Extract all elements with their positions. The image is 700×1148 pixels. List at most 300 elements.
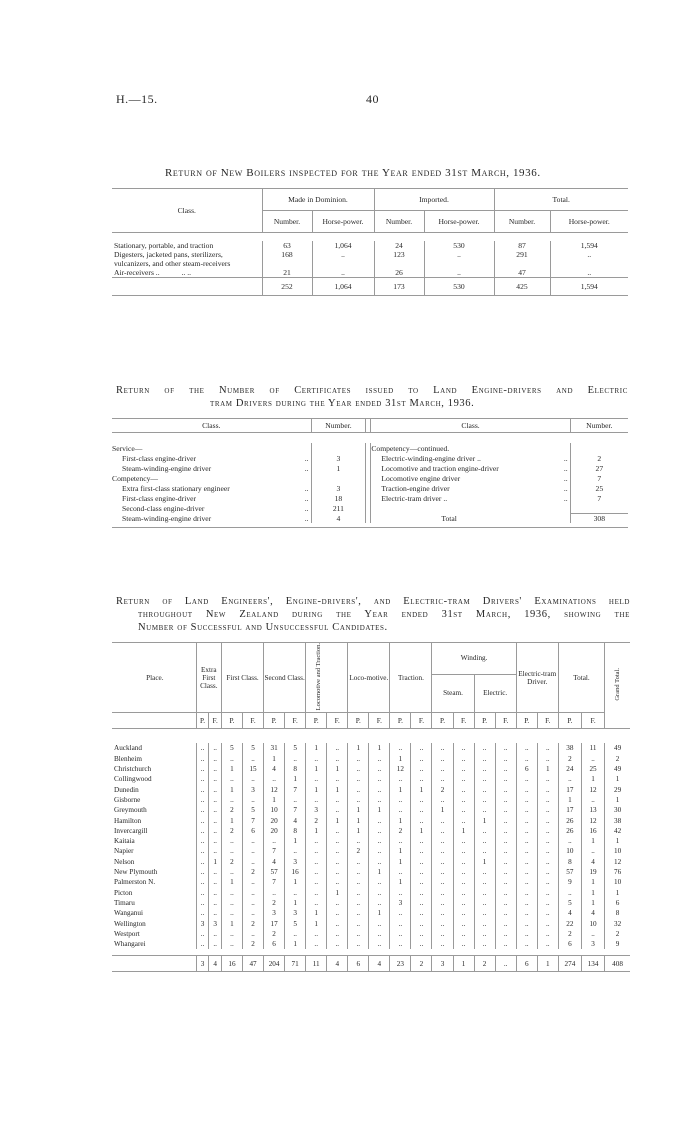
- cell: ..: [516, 795, 537, 805]
- cell: 2: [243, 867, 264, 877]
- cell: 6: [243, 826, 264, 836]
- cell: ..: [209, 805, 222, 815]
- cell: ..: [285, 846, 306, 856]
- cell: 2: [348, 846, 369, 856]
- cert-value: 211: [311, 503, 366, 513]
- cell: ..: [581, 754, 604, 764]
- table-row: [112, 764, 630, 774]
- cell: 12: [581, 815, 604, 825]
- cell: ..: [516, 743, 537, 753]
- cell: ..: [424, 250, 494, 268]
- cell: ..: [390, 836, 411, 846]
- cell: ..: [369, 754, 390, 764]
- cell: ..: [348, 754, 369, 764]
- cell: ..: [369, 774, 390, 784]
- cert-value: 7: [570, 473, 628, 483]
- cert-label: [112, 513, 311, 523]
- place-name: Picton: [114, 888, 133, 897]
- cell: 16: [285, 867, 306, 877]
- cell: ..: [327, 918, 348, 928]
- cell: ..: [474, 805, 495, 815]
- cell: ..: [285, 754, 306, 764]
- cell: 9: [558, 877, 581, 887]
- cell: ..: [243, 877, 264, 887]
- total-cell: 4: [369, 956, 390, 972]
- cert-value: 25: [570, 483, 628, 493]
- cell: 1: [390, 877, 411, 887]
- cert-label-text: Electric-tram driver ..: [381, 493, 448, 503]
- cell: ..: [516, 815, 537, 825]
- cell: ..: [516, 867, 537, 877]
- certificates-col-class: Class.: [371, 419, 570, 433]
- cell: ..: [196, 846, 209, 856]
- cert-value: 1: [311, 463, 366, 473]
- exams-group-total: Total.: [558, 643, 604, 713]
- cell: ..: [558, 836, 581, 846]
- cert-value: 2: [570, 453, 628, 463]
- cell: ..: [196, 877, 209, 887]
- cell: ..: [474, 908, 495, 918]
- total-cell: 23: [390, 956, 411, 972]
- cell: 31: [264, 743, 285, 753]
- cell: 1: [605, 795, 630, 805]
- cell: 25: [581, 764, 604, 774]
- cell: 15: [243, 764, 264, 774]
- cell: 17: [558, 805, 581, 815]
- place-name: Kaitaia: [114, 837, 135, 846]
- cell: 6: [264, 939, 285, 949]
- cell: ..: [453, 877, 474, 887]
- exams-group-steam: Steam.: [432, 674, 474, 713]
- cell: 3: [306, 805, 327, 815]
- cell: ..: [432, 898, 453, 908]
- cell: ..: [550, 250, 628, 268]
- cell: ..: [411, 898, 432, 908]
- cert-label: [371, 453, 570, 463]
- cell: ..: [221, 898, 242, 908]
- cert-label: [112, 463, 311, 473]
- leader-dots: ..: [563, 493, 568, 503]
- cell: 5: [243, 743, 264, 753]
- cell: ..: [264, 836, 285, 846]
- cert-label-text: Locomotive and traction engine-driver: [381, 463, 499, 473]
- place-name: Auckland: [114, 744, 142, 753]
- cell: ..: [209, 774, 222, 784]
- cell: 9: [605, 939, 630, 949]
- cell: 7: [264, 846, 285, 856]
- cell: 1: [306, 826, 327, 836]
- fail-header: F.: [495, 713, 516, 729]
- cell: ..: [196, 867, 209, 877]
- cell: 8: [605, 908, 630, 918]
- cell: ..: [432, 815, 453, 825]
- cell: 7: [264, 877, 285, 887]
- cell: 49: [605, 764, 630, 774]
- cell: 1: [306, 785, 327, 795]
- cell: ..: [453, 857, 474, 867]
- table-row: [112, 877, 630, 887]
- cell: ..: [537, 929, 558, 939]
- cell: ..: [537, 754, 558, 764]
- cell: 1: [348, 826, 369, 836]
- leader-dots: ..: [563, 483, 568, 493]
- leader-dots: ..: [563, 453, 568, 463]
- cell: ..: [474, 774, 495, 784]
- cell: 3: [264, 908, 285, 918]
- cell: 6: [558, 939, 581, 949]
- cell: ..: [495, 836, 516, 846]
- cert-value: 3: [311, 483, 366, 493]
- cell: 4: [285, 815, 306, 825]
- exams-group-loco: Loco-motive.: [348, 643, 390, 713]
- cell: 1: [369, 743, 390, 753]
- cell: ..: [516, 857, 537, 867]
- boilers-sub-hp: Horse-power.: [424, 211, 494, 233]
- cell: ..: [327, 805, 348, 815]
- cell: ..: [221, 795, 242, 805]
- cell: 2: [605, 929, 630, 939]
- cell: ..: [221, 929, 242, 939]
- cell: 3: [209, 918, 222, 928]
- cell: 1: [348, 815, 369, 825]
- cell: ..: [411, 774, 432, 784]
- cert-label-text: Locomotive engine driver: [381, 473, 461, 483]
- cell: ..: [495, 939, 516, 949]
- exams-title-line3: Number of Successful and Unsuccessful Candidates.: [138, 622, 388, 633]
- cell: ..: [196, 774, 209, 784]
- totals-row: [112, 956, 630, 972]
- cell: ..: [474, 785, 495, 795]
- cell: 24: [374, 241, 424, 250]
- cell: ..: [369, 888, 390, 898]
- cert-value: 3: [311, 453, 366, 463]
- cell: 12: [605, 857, 630, 867]
- cell: ..: [369, 815, 390, 825]
- total-cell: 4: [327, 956, 348, 972]
- cell: 2: [558, 929, 581, 939]
- cell: ..: [537, 805, 558, 815]
- cell: 1: [390, 785, 411, 795]
- cell: 2: [221, 805, 242, 815]
- cell: 1: [453, 826, 474, 836]
- exams-col-place: Place.: [146, 673, 164, 682]
- cell: ..: [327, 929, 348, 939]
- cell: ..: [411, 846, 432, 856]
- cell: 1: [348, 743, 369, 753]
- place-name: New Plymouth: [114, 868, 158, 877]
- cell: ..: [432, 908, 453, 918]
- cell: ..: [209, 929, 222, 939]
- cell: ..: [453, 805, 474, 815]
- cell: 16: [581, 826, 604, 836]
- cell: ..: [432, 857, 453, 867]
- cert-label: [112, 503, 311, 513]
- cell: ..: [348, 836, 369, 846]
- cell: ..: [390, 918, 411, 928]
- cell: ..: [411, 764, 432, 774]
- cell: ..: [209, 826, 222, 836]
- cell: ..: [348, 764, 369, 774]
- cell: 24: [558, 764, 581, 774]
- cell: 1: [605, 836, 630, 846]
- cell: ..: [453, 795, 474, 805]
- cell: ..: [495, 754, 516, 764]
- cell: ..: [196, 743, 209, 753]
- cell: ..: [411, 939, 432, 949]
- cell: ..: [516, 805, 537, 815]
- cell: ..: [453, 898, 474, 908]
- exams-group-winding: Winding.: [432, 643, 516, 675]
- cell: ..: [495, 743, 516, 753]
- fail-header: F.: [581, 713, 604, 729]
- cell: ..: [196, 785, 209, 795]
- cell: ..: [495, 918, 516, 928]
- cell: ..: [196, 908, 209, 918]
- boilers-col-class: Class.: [177, 206, 196, 215]
- cell: ..: [264, 888, 285, 898]
- boilers-table: [112, 188, 628, 296]
- table-row: [112, 908, 630, 918]
- cert-label: [112, 443, 311, 453]
- cell: ..: [209, 836, 222, 846]
- cell: ..: [221, 867, 242, 877]
- cell: ..: [516, 908, 537, 918]
- cert-total-label: Total: [371, 513, 570, 523]
- cell: ..: [348, 908, 369, 918]
- cell: 1: [306, 918, 327, 928]
- cell: 1: [558, 795, 581, 805]
- boilers-sub-hp: Horse-power.: [550, 211, 628, 233]
- pass-header: P.: [516, 713, 537, 729]
- cell: ..: [327, 795, 348, 805]
- cell: ..: [411, 888, 432, 898]
- cell: ..: [474, 764, 495, 774]
- total-cell: 530: [424, 278, 494, 296]
- exams-title-line1: Return of Land Engineers', Engine-drivers', and Electric-tram Drivers' Examinations held: [116, 596, 630, 607]
- total-cell: 204: [264, 956, 285, 972]
- cell: 5: [221, 743, 242, 753]
- exams-title-line2: throughout New Zealand during the Year ended 31st March, 1936, showing the: [138, 609, 630, 620]
- cell: 4: [558, 908, 581, 918]
- cell: 32: [605, 918, 630, 928]
- leader-dots: ..: [304, 463, 309, 473]
- cell: 1: [285, 877, 306, 887]
- pass-header: P.: [306, 713, 327, 729]
- cell: 1: [390, 754, 411, 764]
- boilers-group-imported: Imported.: [374, 189, 494, 211]
- cell: ..: [306, 774, 327, 784]
- cert-label: [112, 483, 311, 493]
- cell: 1: [306, 743, 327, 753]
- cell: ..: [221, 846, 242, 856]
- cert-label-text: Traction-engine driver: [381, 483, 450, 493]
- table-row: [112, 250, 628, 268]
- table-row: [112, 443, 628, 453]
- place-name: Napier: [114, 847, 134, 856]
- cell: ..: [537, 836, 558, 846]
- fail-header: F.: [327, 713, 348, 729]
- boilers-sub-number: Number.: [262, 211, 312, 233]
- boilers-group-total: Total.: [494, 189, 628, 211]
- exams-body: [112, 743, 630, 949]
- cell: ..: [196, 754, 209, 764]
- cell: 1: [327, 785, 348, 795]
- total-cell: 3: [432, 956, 453, 972]
- cell: ..: [453, 846, 474, 856]
- cell: ..: [196, 795, 209, 805]
- table-row: [112, 805, 630, 815]
- cell: 8: [285, 826, 306, 836]
- cert-label: [112, 493, 311, 503]
- totals-row: [112, 278, 628, 296]
- cell: ..: [306, 836, 327, 846]
- cert-label-text: Steam-winding-engine driver: [122, 513, 212, 523]
- cell: ..: [411, 754, 432, 764]
- cell: 22: [558, 918, 581, 928]
- cell: ..: [369, 877, 390, 887]
- cell: ..: [285, 795, 306, 805]
- cell: 1: [432, 805, 453, 815]
- cell: 3: [196, 918, 209, 928]
- cell: 2: [558, 754, 581, 764]
- cell: ..: [390, 908, 411, 918]
- cell: ..: [424, 268, 494, 278]
- pass-header: P.: [221, 713, 242, 729]
- cell: ..: [474, 754, 495, 764]
- cell: ..: [516, 754, 537, 764]
- cell: ..: [390, 867, 411, 877]
- cert-label: [371, 473, 570, 483]
- cell: ..: [243, 898, 264, 908]
- cell: ..: [348, 774, 369, 784]
- cell: 17: [558, 785, 581, 795]
- table-row: [112, 929, 630, 939]
- cell: ..: [495, 815, 516, 825]
- cell: 1: [221, 877, 242, 887]
- cell: ..: [348, 785, 369, 795]
- cell: 10: [581, 918, 604, 928]
- cell: ..: [558, 774, 581, 784]
- cell: 1: [537, 764, 558, 774]
- cell: ..: [221, 754, 242, 764]
- cell: 1: [264, 795, 285, 805]
- cell: 3: [243, 785, 264, 795]
- table-row: [112, 867, 630, 877]
- place-name: Blenheim: [114, 754, 142, 763]
- total-cell: 71: [285, 956, 306, 972]
- cell: ..: [432, 846, 453, 856]
- cell: ..: [196, 764, 209, 774]
- table-row: [112, 888, 630, 898]
- cell: 1: [264, 754, 285, 764]
- place-name: Wellington: [114, 919, 146, 928]
- cell: 1: [369, 908, 390, 918]
- cell: 2: [432, 785, 453, 795]
- cell: ..: [516, 898, 537, 908]
- cell: ..: [474, 867, 495, 877]
- cell: ..: [327, 836, 348, 846]
- boilers-sub-number: Number.: [494, 211, 550, 233]
- total-cell: 408: [605, 956, 630, 972]
- place-name: Wanganui: [114, 909, 143, 918]
- cell: 4: [264, 764, 285, 774]
- total-cell: ..: [495, 956, 516, 972]
- cell: ..: [516, 877, 537, 887]
- cell: ..: [411, 805, 432, 815]
- cell: ..: [306, 877, 327, 887]
- cell: ..: [411, 908, 432, 918]
- cell: ..: [209, 898, 222, 908]
- cell: ..: [348, 888, 369, 898]
- cell: ..: [196, 815, 209, 825]
- cert-value: [311, 473, 366, 483]
- cell: ..: [312, 268, 374, 278]
- cert-label: [112, 453, 311, 463]
- table-row: [112, 815, 630, 825]
- row-label: Digesters, jacketed pans, sterilizers, vulcanizers, and other steam-receivers: [114, 250, 231, 268]
- cell: 57: [558, 867, 581, 877]
- total-cell: 1: [453, 956, 474, 972]
- cell: 42: [605, 826, 630, 836]
- fail-header: F.: [209, 713, 222, 729]
- cell: ..: [432, 929, 453, 939]
- cell: ..: [453, 918, 474, 928]
- cell: ..: [243, 846, 264, 856]
- pass-header: P.: [264, 713, 285, 729]
- cell: ..: [285, 888, 306, 898]
- cell: ..: [209, 939, 222, 949]
- cell: ..: [390, 743, 411, 753]
- total-cell: 252: [262, 278, 312, 296]
- cell: 1: [369, 867, 390, 877]
- total-cell: 425: [494, 278, 550, 296]
- place-name: Greymouth: [114, 806, 147, 815]
- table-row: [112, 453, 628, 463]
- cell: ..: [348, 877, 369, 887]
- cell: ..: [411, 815, 432, 825]
- cell: 17: [264, 918, 285, 928]
- cell: 2: [243, 939, 264, 949]
- cell: ..: [495, 877, 516, 887]
- cell: 1: [306, 764, 327, 774]
- cell: 12: [264, 785, 285, 795]
- total-cell: 4: [209, 956, 222, 972]
- exams-group-electric: Electric.: [474, 674, 516, 713]
- table-row: [112, 483, 628, 493]
- cell: 4: [264, 857, 285, 867]
- cert-label: [112, 473, 311, 483]
- cell: ..: [196, 836, 209, 846]
- cell: 5: [285, 918, 306, 928]
- table-row: [112, 918, 630, 928]
- cell: ..: [306, 795, 327, 805]
- cell: ..: [221, 939, 242, 949]
- cell: ..: [243, 774, 264, 784]
- cell: ..: [495, 805, 516, 815]
- total-cell: 16: [221, 956, 242, 972]
- cell: ..: [537, 826, 558, 836]
- cell: ..: [243, 908, 264, 918]
- cell: 1: [411, 826, 432, 836]
- table-row: [112, 774, 630, 784]
- cell: 6: [516, 764, 537, 774]
- boilers-group-made: Made in Dominion.: [262, 189, 374, 211]
- cell: 19: [581, 867, 604, 877]
- cell: ..: [432, 836, 453, 846]
- pass-header: P.: [196, 713, 209, 729]
- total-cell: 1,594: [550, 278, 628, 296]
- cell: ..: [209, 888, 222, 898]
